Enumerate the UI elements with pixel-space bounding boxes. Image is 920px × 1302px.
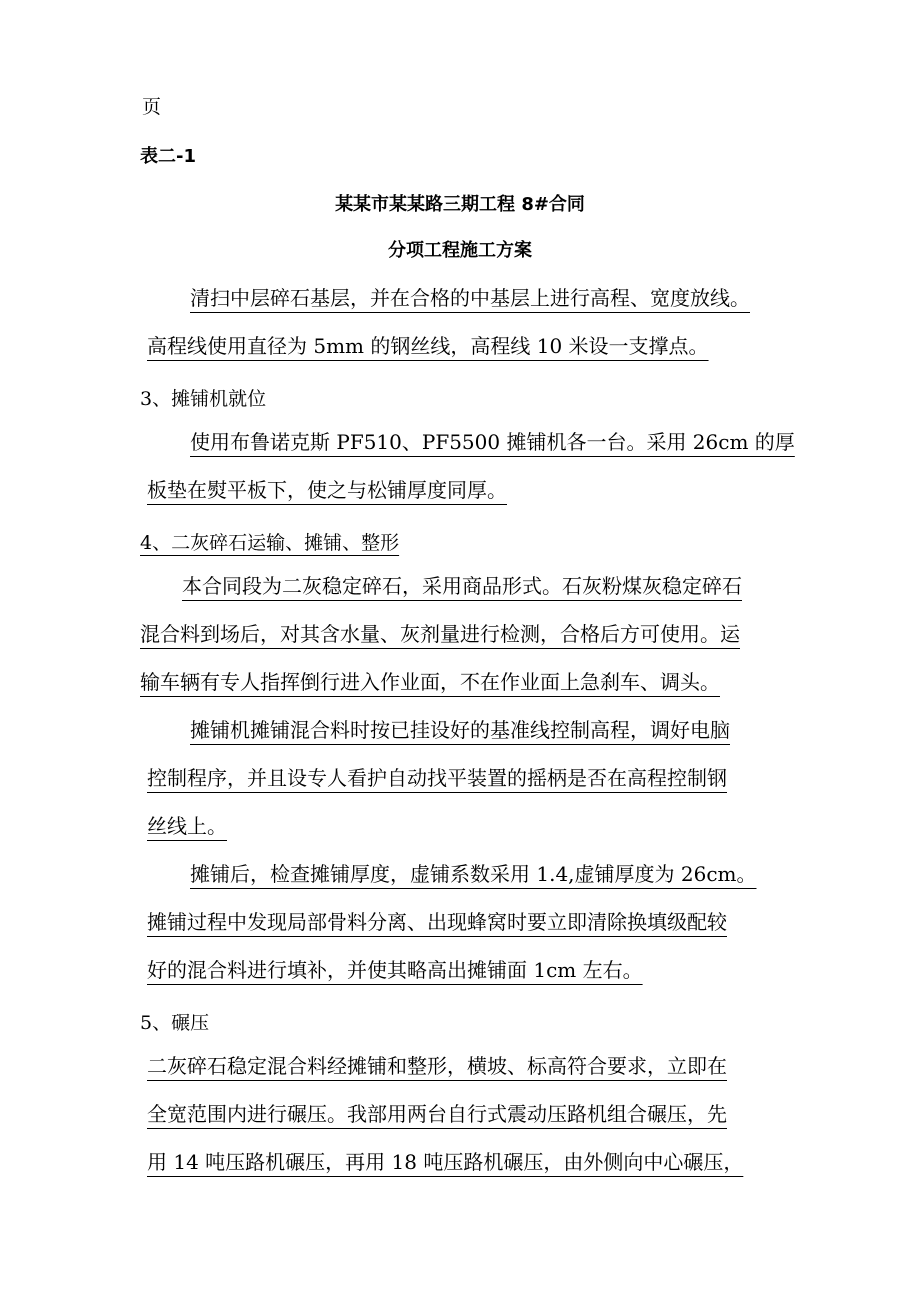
text-line: 控制程序，并且设专人看护自动找平装置的摇柄是否在高程控制钢 bbox=[147, 766, 727, 790]
text-line: 二灰碎石稳定混合料经摊铺和整形，横坡、标高符合要求，立即在 bbox=[147, 1054, 727, 1078]
text-line: 本合同段为二灰稳定碎石，采用商品形式。石灰粉煤灰稳定碎石 bbox=[182, 574, 742, 598]
text-line: 使用布鲁诺克斯 PF510、PF5500 摊铺机各一台。采用 26cm 的厚 bbox=[190, 430, 795, 454]
table-number: 表二-1 bbox=[140, 146, 196, 167]
text-line: 用 14 吨压路机碾压，再用 18 吨压路机碾压，由外侧向中心碾压， bbox=[147, 1150, 744, 1174]
text-line: 丝线上。 bbox=[147, 814, 227, 838]
document-title: 某某市某某路三期工程 8#合同 bbox=[335, 194, 585, 215]
text-line: 摊铺后，检查摊铺厚度，虚铺系数采用 1.4,虚铺厚度为 26cm。 bbox=[190, 862, 757, 886]
section-heading-4: 4、二灰碎石运输、摊铺、整形 bbox=[140, 532, 400, 554]
text-line: 清扫中层碎石基层，并在合格的中基层上进行高程、宽度放线。 bbox=[190, 286, 750, 310]
text-line: 摊铺机摊铺混合料时按已挂设好的基准线控制高程，调好电脑 bbox=[190, 718, 730, 742]
text-line: 高程线使用直径为 5mm 的钢丝线，高程线 10 米设一支撑点。 bbox=[147, 334, 709, 358]
text-line: 板垫在熨平板下，使之与松铺厚度同厚。 bbox=[147, 478, 507, 502]
text-line: 好的混合料进行填补，并使其略高出摊铺面 1cm 左右。 bbox=[147, 958, 643, 982]
document-subtitle: 分项工程施工方案 bbox=[388, 240, 532, 261]
text-line: 全宽范围内进行碾压。我部用两台自行式震动压路机组合碾压，先 bbox=[147, 1102, 727, 1126]
text-line: 输车辆有专人指挥倒行进入作业面，不在作业面上急刹车、调头。 bbox=[140, 670, 720, 694]
page-label: 页 bbox=[142, 96, 162, 118]
section-heading-3: 3、摊铺机就位 bbox=[140, 388, 267, 410]
text-line: 摊铺过程中发现局部骨料分离、出现蜂窝时要立即清除换填级配较 bbox=[147, 910, 727, 934]
section-heading-5: 5、碾压 bbox=[140, 1012, 210, 1034]
text-line: 混合料到场后，对其含水量、灰剂量进行检测，合格后方可使用。运 bbox=[140, 622, 740, 646]
